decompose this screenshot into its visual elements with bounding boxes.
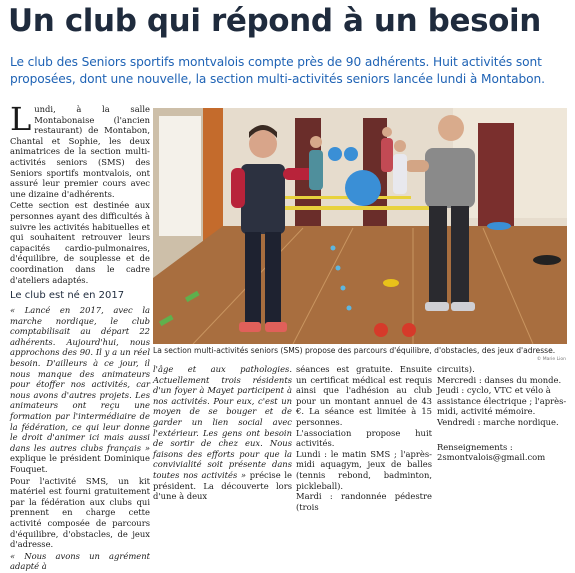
schedule-tuesday-cont: circuits). (437, 364, 475, 374)
paragraph-activities-intro: L'association propose huit activités. (296, 427, 432, 449)
column-4 (437, 364, 568, 463)
quote-attribution: explique le président Dominique Fouquet. (10, 453, 150, 474)
schedule-monday: Lundi : le matin SMS ; l'après-midi aquagym, jeux de balles (tennis rebond, badminton, pickleball). (296, 448, 432, 491)
column-3 (296, 364, 432, 512)
schedule-tuesday: Mardi : randonnée pédestre (trois (296, 491, 432, 512)
agreement-attribution: précise le président. La découverte lors d'une à deux (153, 469, 292, 502)
photo-red-cone (374, 323, 388, 337)
paragraph-section-purpose: Cette section est destinée aux personnes ayant des difficultés à suivre les activités habituelles et qui souhaitent retrouver leurs capacités cardio-pulmonaires, d'équilibre, de souplesse et de coordination dans le cadre d'ateliers adaptés. (10, 200, 150, 285)
quote-start: « Nous avons un agrément adapté à (10, 550, 150, 572)
photo-credit: © Marie Lion (536, 357, 566, 362)
article-standfirst: Le club des Seniors sportifs montvalois compte près de 90 adhérents. Huit activités sont proposées, dont une nouvelle, la section multi-activités seniors lancée lundi à Montabon. (10, 55, 545, 86)
left-column (10, 100, 150, 573)
photo-balance-bar-back (271, 196, 411, 199)
photo-floor (153, 226, 567, 344)
paragraph-sms-equipment: Pour l'activité SMS, un kit matériel est fourni gratuitement par la fédération aux clubs qui prennent en charge cette activité composée de parcours d'équilibre, d'obstacles, de jeux d'adresse. (10, 475, 150, 550)
contact-label: Renseignements : (437, 441, 513, 452)
column-2 (153, 364, 292, 502)
photo-door-right (478, 123, 514, 233)
article-headline: Un club qui répond à un besoin (8, 3, 541, 39)
photo-black-disc (533, 255, 561, 265)
lead-text: undi, à la salle Montabonaise (l'ancien restaurant) de Montabon, Chantal et Sophie, les deux animatrices de la section multi-activités seniors (SMS) des Seniors sportifs montvalois, ont assuré leur premier cours avec une dizaine d'adhérents. (10, 104, 150, 199)
article-photo (153, 108, 567, 344)
president-quote: « Lancé en 2017, avec la marche nordique, le club comptabilisait au départ 22 adhérents. Aujourd'hui, nous approchons des 90. Il y a un réel besoin. D'ailleurs à ce jour, il nous manque des animateurs pour étoffer nos activités, car nous avons d'autres projets. Les animateurs ont reçu une formation par l'intermédiaire de la fédération, ce qui leur donne le droit d'animer ici mais aussi dans les autres clubs français » (10, 305, 150, 453)
agreement-quote: l'âge et aux pathologies. Actuellement trois résidents d'un foyer à Mayet participent à nos activités. Pour eux, c'est un moyen de se bouger et de garder un lien social avec l'extérieur. Les gens ont besoin de sortir de chez eux. Nous faisons des efforts pour que la convivialité soit présente dans toutes nos activités » (153, 364, 292, 480)
photo-blue-ball (345, 170, 381, 206)
contact-email[interactable]: 2smontvalois@gmail.com (437, 452, 546, 463)
section-subhead: Le club est né en 2017 (10, 290, 125, 302)
photo-balance-bar-front (273, 206, 443, 210)
schedule-wednesday: Mercredi : danses du monde. (437, 374, 562, 385)
photo-yellow-disc (383, 279, 399, 287)
lead-paragraph (10, 100, 150, 199)
photo-illustration (153, 108, 567, 344)
schedule-friday: Vendredi : marche nordique. (437, 416, 559, 427)
paragraph-president-quote (10, 305, 150, 475)
paragraph-pricing: séances est gratuite. Ensuite un certificat médical est requis ainsi que l'adhésion au club pour un montant annuel de 43 €. La séance est limitée à 15 personnes. (296, 364, 432, 427)
drop-cap: L (10, 100, 32, 138)
photo-caption: La section multi-activités seniors (SMS) propose des parcours d'équilibre, d'obstacles, des jeux d'adresse. (153, 346, 556, 355)
schedule-thursday: Jeudi : cyclo, VTC et vélo à assistance électrique ; l'après-midi, activité mémoire. (437, 385, 567, 417)
paragraph-agreement (153, 364, 292, 502)
